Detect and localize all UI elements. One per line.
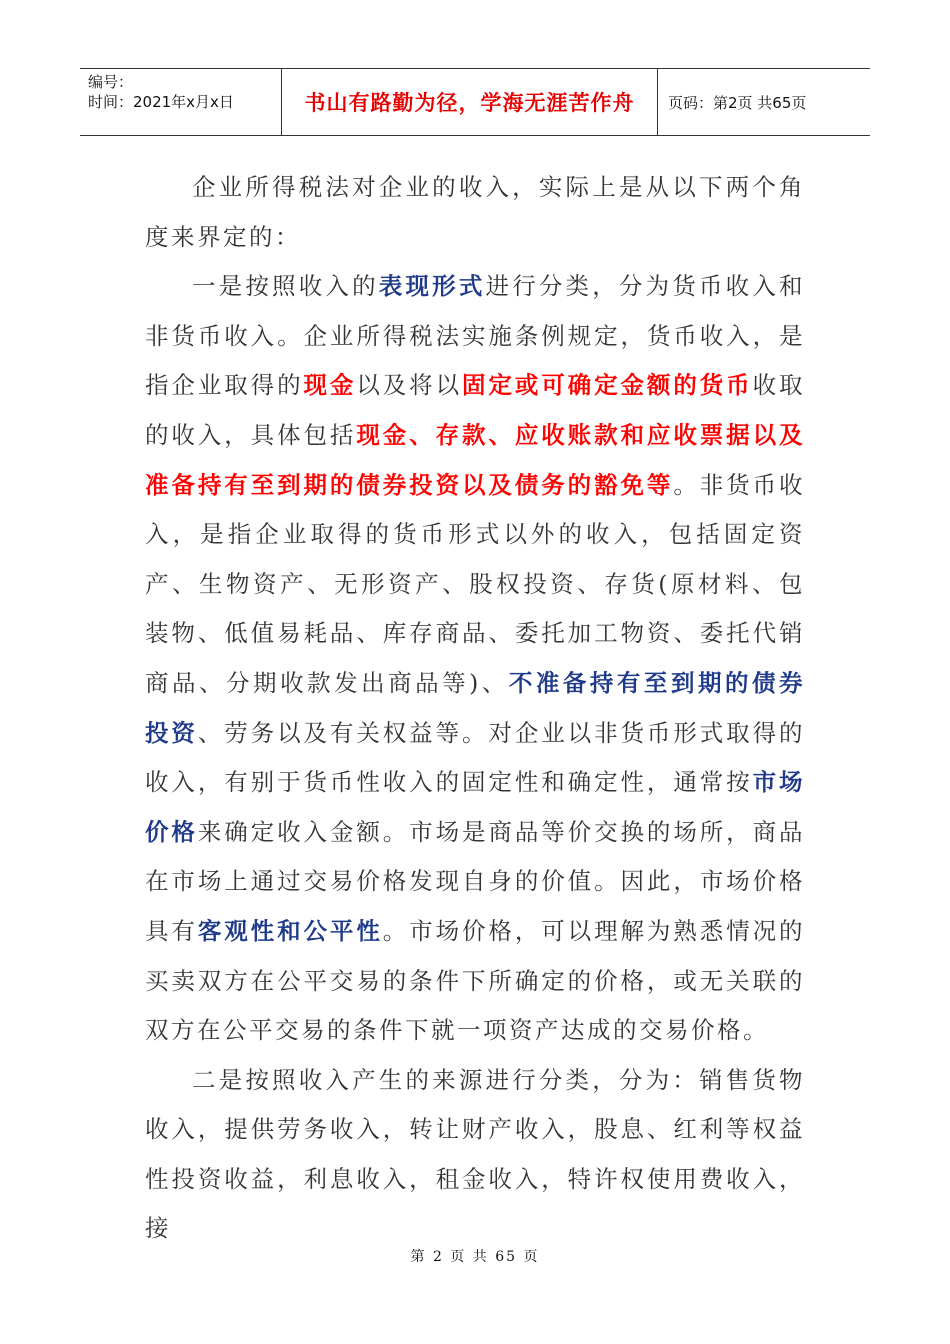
highlight-term: 客观性和公平性: [197, 916, 383, 945]
header-page-code: 页码：第2页 共65页: [668, 93, 807, 112]
header-motto: 书山有路勤为径，学海无涯苦作舟: [282, 69, 658, 135]
highlight-term: 市场价格: [145, 768, 806, 846]
highlight-term: 表现形式: [378, 272, 486, 301]
text-segment: 。市场价格，可以理解为熟悉情况的买卖双方在公平交易的条件下所确定的价格，或无关联的双方在公平交易的条件下就一项资产达成的交易价格。: [145, 916, 806, 1045]
text-segment: 一是按照收入的: [192, 272, 379, 301]
highlight-term: 不准备持有至到期的债券投资: [145, 668, 805, 747]
document-body: [145, 163, 805, 1254]
text-segment: 来确定收入金额。市场是商品等价交换的场所，商品在市场上通过交易价格发现自身的价值。因此，市场价格具有: [145, 817, 806, 945]
page-footer: 第 2 页 共 65 页: [410, 1249, 540, 1265]
text-segment: 进行分类，分为货币收入和非货币收入。企业所得税法实施条例规定，货币收入，是指企业取得的: [145, 272, 806, 400]
text-segment: 企业所得税法对企业的收入，实际上是从以下两个角度来界定的：: [145, 173, 805, 251]
highlight-term: 现金: [303, 371, 357, 400]
text-segment: 、劳务以及有关权益等。对企业以非货币形式取得的收入，有别于货币性收入的固定性和确定性，通常按: [145, 718, 806, 797]
highlight-term: 现金、存款、应收账款和应收票据以及准备持有至到期的债券投资以及债务的豁免等: [145, 420, 806, 499]
number-label: 编号：: [88, 73, 134, 91]
text-segment: 以及将以: [356, 371, 463, 400]
header-meta: [80, 69, 282, 135]
text-segment: 二是按照收入产生的来源进行分类，分为：销售货物收入，提供劳务收入，转让财产收入，股息、红利等权益性投资收益，利息收入，租金收入，特许权使用费收入，接: [145, 1065, 805, 1243]
paragraph-1: [145, 163, 805, 262]
text-segment: 收取的收入，具体包括: [145, 371, 806, 449]
text-segment: 。非货币收入，是指企业取得的货币形式以外的收入，包括固定资产、生物资产、无形资产、股权投资、存货(原材料、包装物、低值易耗品、库存商品、委托加工物资、委托代销商品、分期收款发出商品等)、: [145, 470, 806, 697]
time-label: 时间：2021年x月x日: [88, 93, 234, 111]
paragraph-3: [145, 1056, 805, 1254]
paragraph-2: [145, 262, 805, 1056]
page-header: [80, 68, 870, 136]
highlight-term: 固定或可确定金额的货币: [462, 371, 753, 400]
